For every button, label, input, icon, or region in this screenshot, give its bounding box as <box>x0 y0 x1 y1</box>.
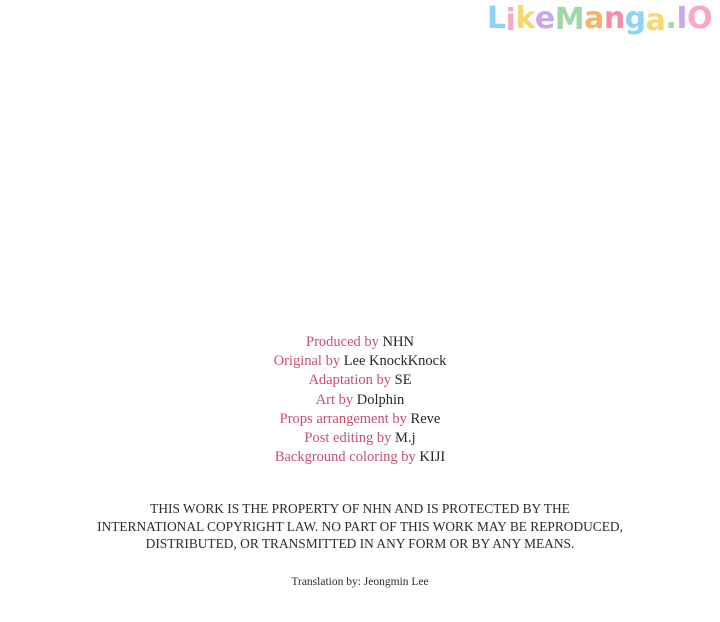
credit-line-art <box>0 391 720 410</box>
watermark-letter: e <box>534 1 555 36</box>
watermark-letter: n <box>603 1 625 36</box>
credit-line-post-editing <box>0 429 720 448</box>
watermark-letter: L <box>486 1 506 36</box>
copyright-notice <box>0 500 720 553</box>
credit-line-produced <box>0 333 720 352</box>
watermark-letter: M <box>554 2 585 37</box>
credit-name: KIJI <box>419 449 446 466</box>
credit-line-original <box>0 352 720 371</box>
copyright-notice-line-3: DISTRIBUTED, OR TRANSMITTED IN ANY FORM OR BY ANY MEANS. <box>145 536 575 552</box>
credit-line-adaptation <box>0 371 720 390</box>
credit-role: Props arrangement by <box>279 410 407 427</box>
copyright-notice-line-2: INTERNATIONAL COPYRIGHT LAW. NO PART OF THIS WORK MAY BE REPRODUCED, <box>97 518 623 534</box>
credit-name: Lee KnockKnock <box>343 353 447 370</box>
watermark-letter: . <box>665 1 677 36</box>
credits-block <box>0 333 720 467</box>
watermark-letter: I <box>676 1 687 36</box>
credit-name: Reve <box>410 410 441 427</box>
credit-role: Background coloring by <box>274 449 416 466</box>
watermark-letter: a <box>645 3 666 38</box>
translation-credit: Translation by: Jeongmin Lee <box>291 576 429 588</box>
watermark-letter: O <box>686 1 712 36</box>
watermark-letter: a <box>584 1 604 36</box>
credit-name: SE <box>394 372 412 389</box>
watermark-letter: i <box>505 3 516 38</box>
copyright-notice-line-1: THIS WORK IS THE PROPERTY OF NHN AND IS PROTECTED BY THE <box>150 501 570 516</box>
site-watermark-logo <box>486 1 712 38</box>
credit-name: Dolphin <box>356 391 405 408</box>
credit-role: Post editing by <box>304 430 392 447</box>
credit-name: M.j <box>395 430 416 447</box>
credit-name: NHN <box>382 334 414 350</box>
credit-line-background-coloring <box>0 448 720 467</box>
watermark-letter: k <box>515 1 535 36</box>
credit-role: Original by <box>273 353 341 370</box>
watermark-letter: g <box>624 1 646 36</box>
credit-line-props <box>0 410 720 429</box>
credit-role: Adaptation by <box>308 372 391 389</box>
credit-role: Produced by <box>306 334 379 350</box>
credit-role: Art by <box>315 391 354 408</box>
